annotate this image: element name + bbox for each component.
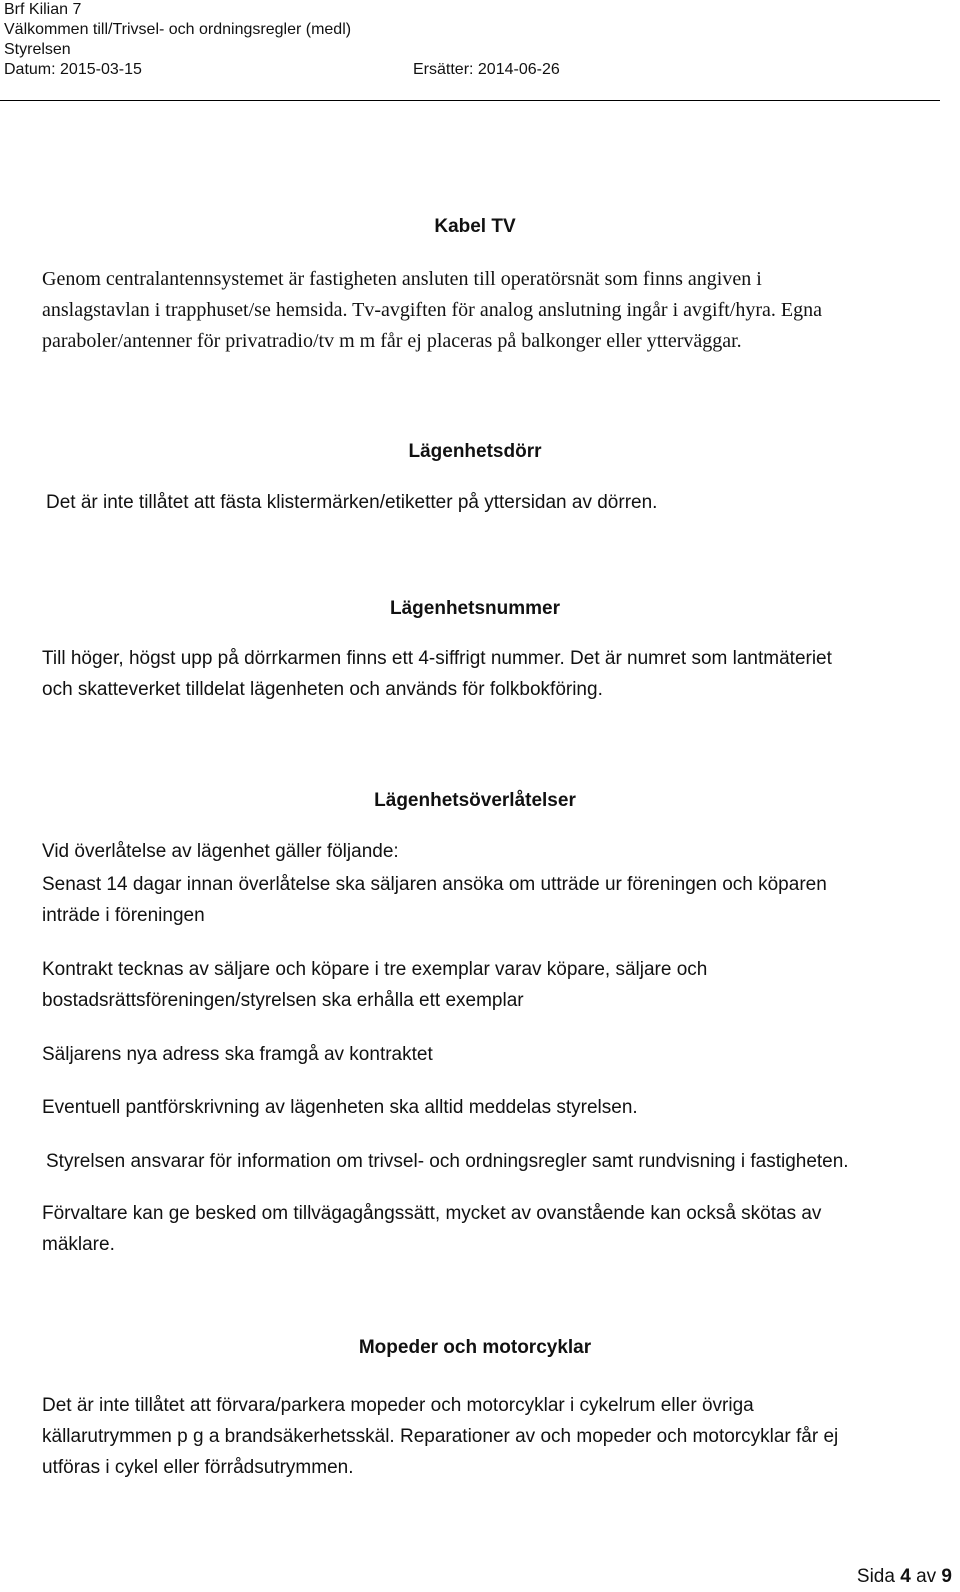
lagenhetsdorr-text: Det är inte tillåtet att fästa klistermärken/etiketter på yttersidan av dörren. — [46, 492, 658, 513]
total-pages: 9 — [941, 1566, 952, 1587]
overlatelser-p1-line-2: inträde i föreningen — [42, 905, 205, 926]
of-word: av — [916, 1566, 937, 1587]
heading-lagenhetsnummer: Lägenhetsnummer — [390, 598, 560, 619]
overlatelser-p3: Säljarens nya adress ska framgå av kontraktet — [42, 1044, 433, 1065]
heading-overlatelser: Lägenhetsöverlåtelser — [374, 790, 576, 811]
mopeder-line-1: Det är inte tillåtet att förvara/parkera mopeder och motorcyklar i cykelrum eller övriga — [42, 1395, 754, 1416]
mopeder-line-2: källarutrymmen p g a brandsäkerhetsskäl. Reparationer av och mopeder och motorcyklar får ej — [42, 1426, 839, 1447]
page-indicator — [857, 1565, 952, 1589]
heading-lagenhetsdorr: Lägenhetsdörr — [408, 441, 542, 462]
overlatelser-p6-line-1: Förvaltare kan ge besked om tillvägagångssätt, mycket av ovanstående kan också skötas av — [42, 1203, 822, 1224]
mopeder-line-3: utföras i cykel eller förrådsutrymmen. — [42, 1457, 354, 1478]
overlatelser-intro: Vid överlåtelse av lägenhet gäller följande: — [42, 841, 399, 862]
heading-kabel-tv: Kabel TV — [434, 216, 516, 237]
header-replaces: Ersätter: 2014-06-26 — [413, 61, 560, 78]
kabel-tv-line-3: paraboler/antenner för privatradio/tv m m får ej placeras på balkonger eller ytterväggar. — [42, 330, 742, 352]
overlatelser-p2-line-1: Kontrakt tecknas av säljare och köpare i tre exemplar varav köpare, säljare och — [42, 959, 708, 980]
overlatelser-p5: Styrelsen ansvarar för information om trivsel- och ordningsregler samt rundvisning i fastigheten. — [46, 1151, 849, 1172]
kabel-tv-line-2: anslagstavlan i trapphuset/se hemsida. Tv-avgiften för analog anslutning ingår i avgift/hyra. Egna — [42, 299, 822, 321]
heading-mopeder: Mopeder och motorcyklar — [358, 1337, 592, 1358]
kabel-tv-line-1: Genom centralantennsystemet är fastigheten ansluten till operatörsnät som finns angiven i — [42, 268, 762, 290]
header-divider — [0, 100, 940, 101]
header-author: Styrelsen — [4, 41, 71, 58]
overlatelser-p4: Eventuell pantförskrivning av lägenheten ska alltid meddelas styrelsen. — [42, 1097, 638, 1118]
header-org: Brf Kilian 7 — [4, 1, 82, 18]
lagenhetsnummer-line-2: och skatteverket tilldelat lägenheten och används för folkbokföring. — [42, 679, 603, 700]
header-date: Datum: 2015-03-15 — [4, 61, 142, 78]
overlatelser-p6-line-2: mäklare. — [42, 1234, 115, 1255]
page-number: 4 — [900, 1566, 911, 1587]
page-word: Sida — [856, 1566, 895, 1587]
overlatelser-p2-line-2: bostadsrättsföreningen/styrelsen ska erhålla ett exemplar — [42, 990, 524, 1011]
lagenhetsnummer-line-1: Till höger, högst upp på dörrkarmen finns ett 4-siffrigt nummer. Det är numret som lantmäteriet — [42, 648, 832, 669]
overlatelser-p1-line-1: Senast 14 dagar innan överlåtelse ska säljaren ansöka om utträde ur föreningen och köparen — [42, 874, 827, 895]
header-title: Välkommen till/Trivsel- och ordningsregler (medl) — [4, 21, 352, 38]
